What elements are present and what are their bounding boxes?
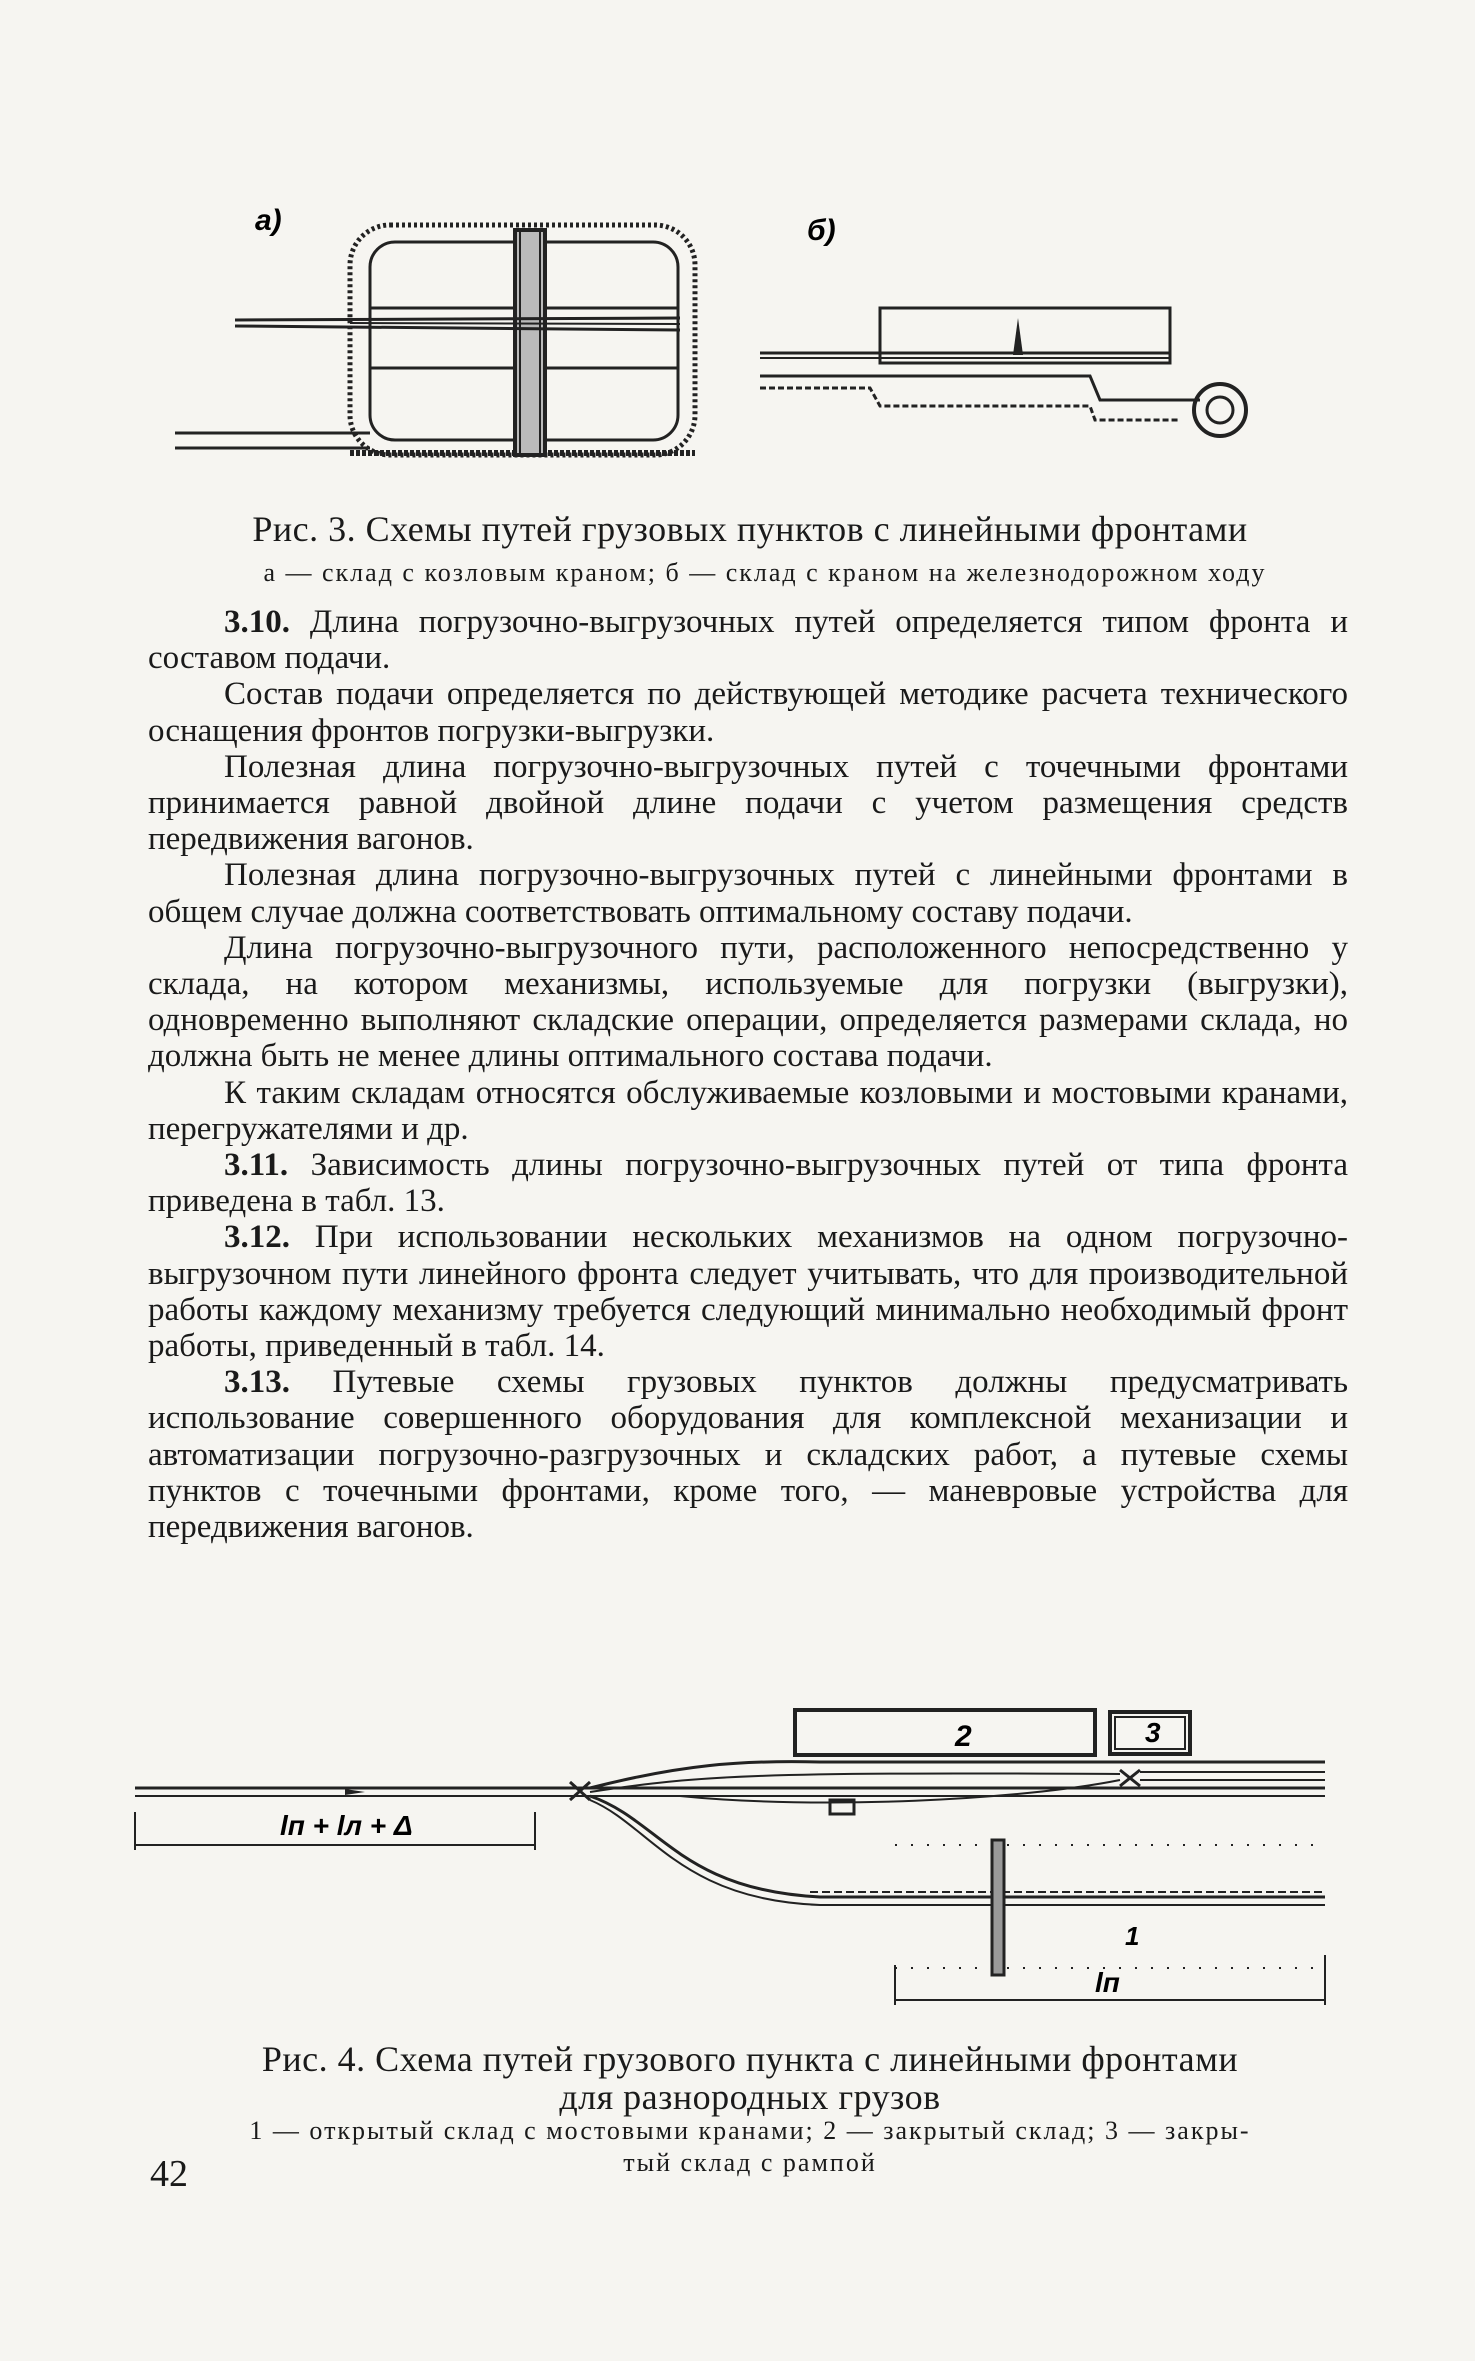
figure-4-legend-line2: тый склад с рампой xyxy=(623,2148,877,2177)
dimension-total-label: lп + lл + Δ xyxy=(280,1810,413,1841)
dimension-useful-label: lп xyxy=(1095,1967,1120,1998)
figure-4-drawing xyxy=(120,1700,1340,2030)
paragraph-3-13: 3.13. Путевые схемы грузовых пунктов должны предусматривать использование совершенного оборудования для комплексной механизации и автоматизации погрузочно-разгрузочных и складских работ, а путевые схемы пунктов с точечными фронтами, кроме того, — маневровые устройства для передвижения вагонов. xyxy=(148,1364,1348,1546)
figure-3-label-a: а) xyxy=(255,204,282,237)
paragraph-3-12: 3.12. При использовании нескольких механизмов на одном погрузочно-выгрузочном пути линейного фронта следует учитывать, что для производительной работы каждому механизму требуется следующий минимально необходимый фронт работы, приведенный в табл. 14. xyxy=(148,1219,1348,1365)
paragraph: Полезная длина погрузочно-выгрузочных путей с точечными фронтами принимается равной двойной длине подачи с учетом размещения средств передвижения вагонов. xyxy=(148,748,1348,858)
figure-3-drawing xyxy=(140,200,1280,460)
body-text xyxy=(148,604,1348,1545)
label-2: 2 xyxy=(955,1720,972,1753)
figure-3 xyxy=(140,200,1280,460)
paragraph: Состав подачи определяется по действующей методике расчета технического оснащения фронтов погрузки-выгрузки. xyxy=(148,676,1348,749)
track-warehouse-2 xyxy=(590,1762,1325,1788)
warehouse-b xyxy=(880,308,1170,363)
track-a-lower xyxy=(175,433,370,448)
paragraph: К таким складам относятся обслуживаемые козловыми и мостовыми кранами, перегружателями и др. xyxy=(148,1074,1348,1147)
rail-crane xyxy=(1013,318,1023,355)
figure-3-legend: а — склад с козловым краном; б — склад с краном на железнодорожном ходу xyxy=(263,558,1267,587)
paragraph-3-10: 3.10. Длина погрузочно-выгрузочных путей определяется типом фронта и составом подачи. xyxy=(148,604,1348,677)
label-3: 3 xyxy=(1145,1717,1161,1748)
page-number: 42 xyxy=(150,2153,188,2195)
figure-4-caption-line2: для разнородных грузов xyxy=(559,2077,941,2117)
bridge-crane xyxy=(992,1840,1004,1975)
paragraph-3-11: 3.11. Зависимость длины погрузочно-выгрузочных путей от типа фронта приведена в табл. 13. xyxy=(148,1147,1348,1220)
figure-3-caption: Рис. 3. Схемы путей грузовых пунктов с линейными фронтами xyxy=(252,509,1248,549)
closed-warehouse-2 xyxy=(795,1710,1095,1755)
track-a xyxy=(235,318,680,320)
figure-4 xyxy=(120,1700,1340,2030)
turntable xyxy=(1194,384,1246,436)
paragraph: Полезная длина погрузочно-выгрузочных путей с линейными фронтами в общем случае должна соответствовать оптимальному составу подачи. xyxy=(148,857,1348,930)
paragraph: Длина погрузочно-выгрузочного пути, расположенного непосредственно у склада, на котором механизмы, используемые для погрузки (выгрузки), одновременно выполняют складские операции, определяется размерами склада, но должна быть не менее длины оптимального состава подачи. xyxy=(148,929,1348,1075)
figure-4-legend-line1: 1 — открытый склад с мостовыми кранами; 2 — закрытый склад; 3 — закры- xyxy=(249,2116,1251,2145)
figure-3-label-b: б) xyxy=(807,214,836,247)
track-open-warehouse-1 xyxy=(590,1796,1325,1897)
figure-4-caption-line1: Рис. 4. Схема путей грузового пункта с линейными фронтами xyxy=(261,2039,1239,2079)
label-1: 1 xyxy=(1125,1921,1140,1951)
